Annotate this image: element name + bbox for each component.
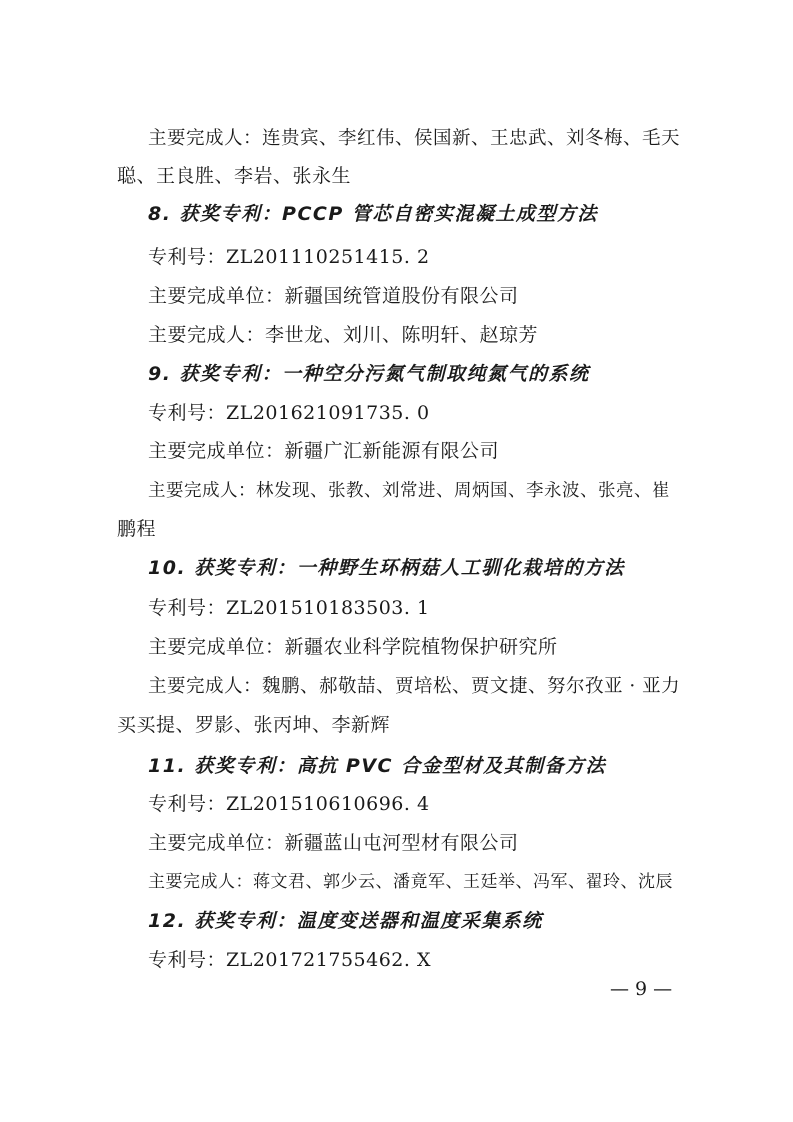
- completers-line: 主要完成人：蒋文君、郭少云、潘竟军、王廷举、冯军、翟玲、沈辰: [148, 872, 673, 892]
- patent-number: 专利号：ZL201510183503. 1: [148, 597, 430, 619]
- completers-line-continued: 鹏程: [117, 518, 157, 540]
- award-heading: 8. 获奖专利：PCCP 管芯自密实混凝土成型方法: [148, 203, 598, 225]
- completers-line: 主要完成人：魏鹏、郝敬喆、贾培松、贾文捷、努尔孜亚 · 亚力: [148, 676, 681, 697]
- patent-number: 专利号：ZL201110251415. 2: [148, 246, 430, 268]
- patent-number: 专利号：ZL201621091735. 0: [148, 402, 430, 424]
- completing-unit: 主要完成单位：新疆广汇新能源有限公司: [148, 440, 500, 462]
- completing-unit: 主要完成单位：新疆国统管道股份有限公司: [148, 285, 519, 307]
- award-heading: 10. 获奖专利：一种野生环柄菇人工驯化栽培的方法: [148, 557, 625, 579]
- completing-unit: 主要完成单位：新疆蓝山屯河型材有限公司: [148, 832, 519, 854]
- completers-line-continued: 买买提、罗影、张丙坤、李新辉: [117, 714, 391, 736]
- completers-line: 主要完成人：李世龙、刘川、陈明轩、赵琼芳: [148, 324, 539, 346]
- award-heading: 12. 获奖专利：温度变送器和温度采集系统: [148, 910, 543, 932]
- completers-line: 主要完成人：林发现、张教、刘常进、周炳国、李永波、张亮、崔: [148, 481, 670, 501]
- completing-unit: 主要完成单位：新疆农业科学院植物保护研究所: [148, 636, 558, 658]
- completers-line: 主要完成人：连贵宾、李红伟、侯国新、王忠武、刘冬梅、毛天: [148, 128, 681, 149]
- completers-line-continued: 聪、王良胜、李岩、张永生: [117, 165, 352, 187]
- patent-number: 专利号：ZL201721755462. X: [148, 949, 431, 971]
- page-number: — 9 —: [610, 978, 673, 1000]
- patent-number: 专利号：ZL201510610696. 4: [148, 793, 430, 815]
- award-heading: 11. 获奖专利：高抗 PVC 合金型材及其制备方法: [148, 755, 607, 777]
- award-heading: 9. 获奖专利：一种空分污氮气制取纯氮气的系统: [148, 363, 590, 385]
